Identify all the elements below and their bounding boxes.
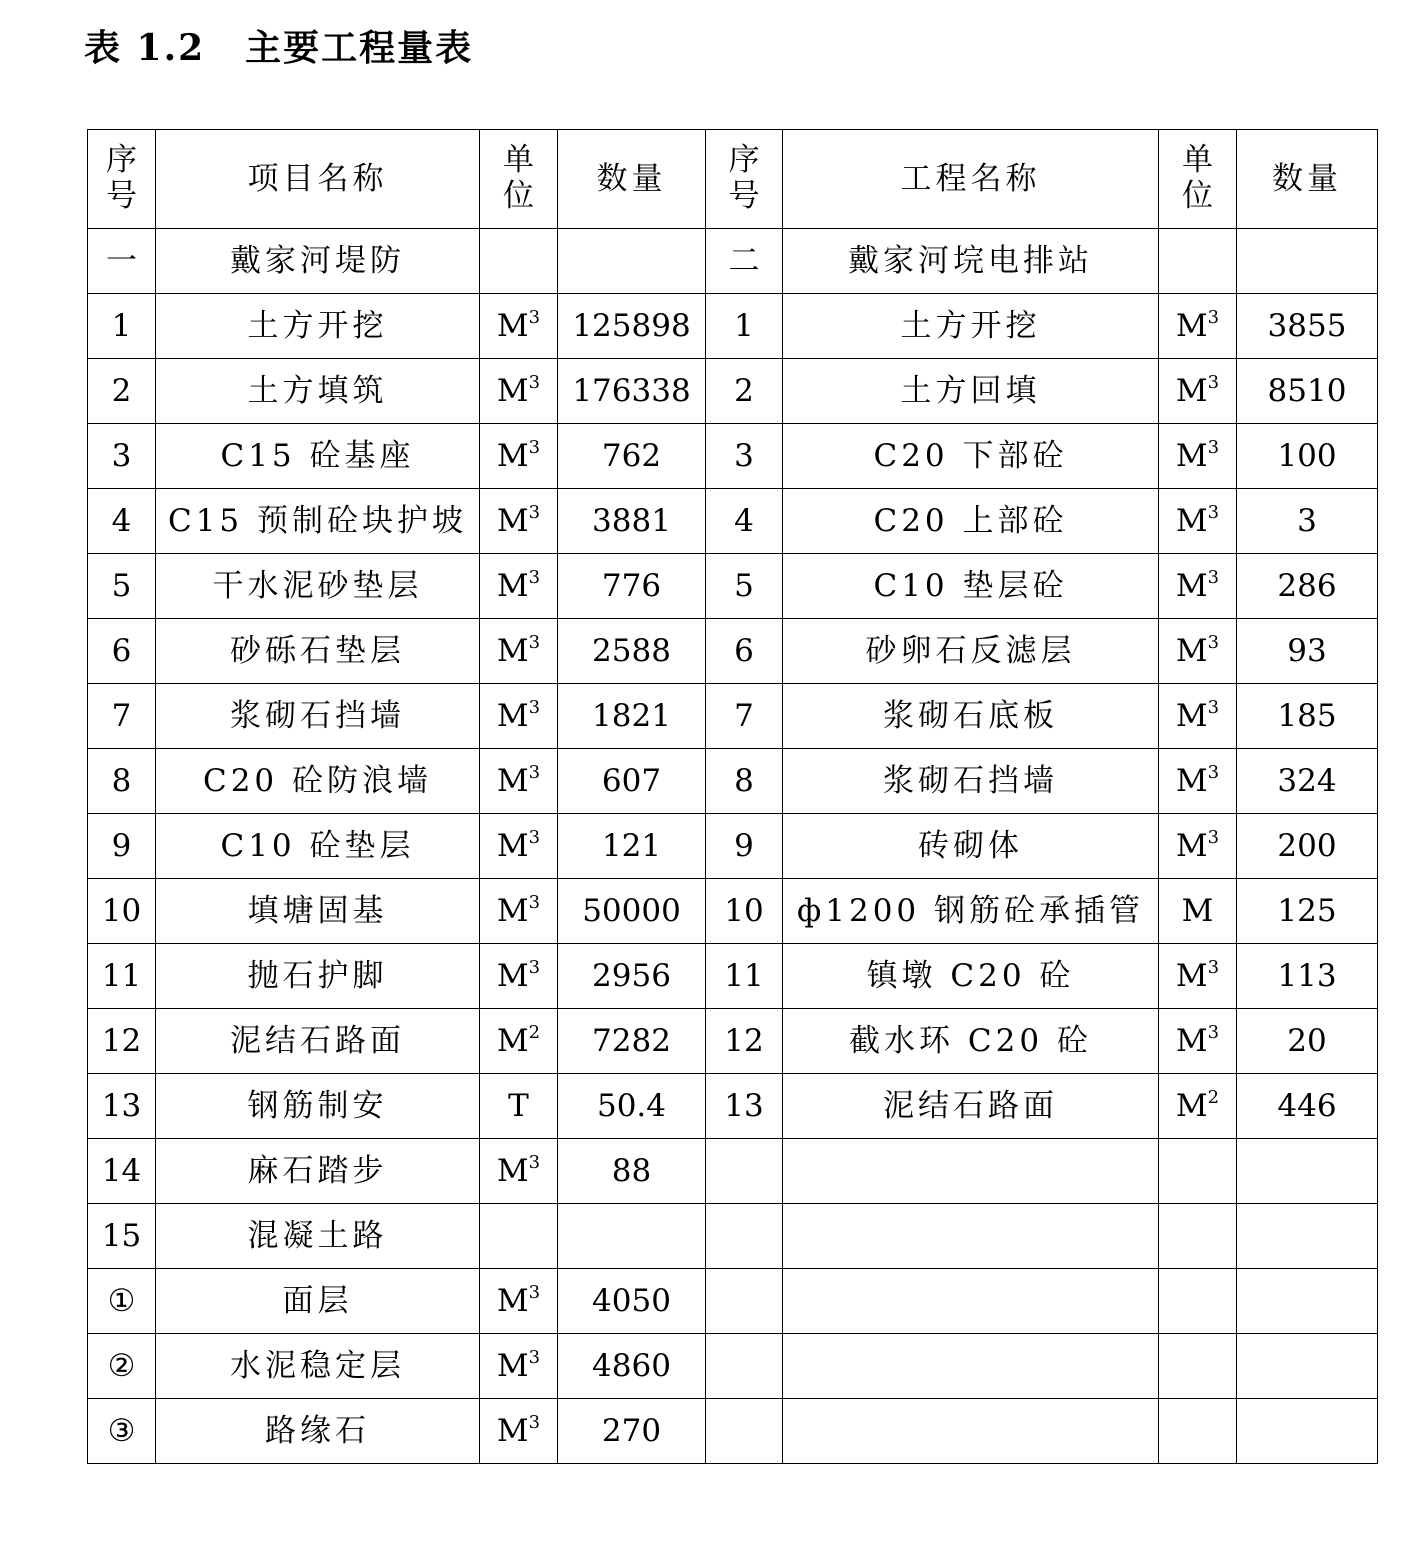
table-row <box>88 1139 1378 1204</box>
unit-symbol: M <box>1175 1022 1208 1059</box>
cell-item-name: C10 砼垫层 <box>156 814 480 879</box>
unit-exponent: 3 <box>1207 371 1220 393</box>
unit-exponent: 3 <box>528 1151 541 1173</box>
table-row <box>88 1399 1378 1464</box>
cell-seq-left: 5 <box>88 554 156 619</box>
table-body <box>88 130 1378 1464</box>
cell-seq-right: 13 <box>706 1074 783 1139</box>
cell-seq-left: 13 <box>88 1074 156 1139</box>
cell-seq-left: 3 <box>88 424 156 489</box>
cell-quantity-right <box>1237 229 1378 294</box>
cell-unit-right <box>1159 1399 1237 1464</box>
unit-exponent: 3 <box>1207 761 1220 783</box>
unit-exponent: 3 <box>528 371 541 393</box>
cell-project-name: 土方开挖 <box>783 294 1159 359</box>
cell-seq-right: 3 <box>706 424 783 489</box>
table-row <box>88 684 1378 749</box>
cell-project-name: 镇墩 C20 砼 <box>783 944 1159 1009</box>
header-seq-right: 序 号 <box>706 130 783 229</box>
table-row <box>88 619 1378 684</box>
header-quantity-right: 数量 <box>1237 130 1378 229</box>
cell-seq-left: ② <box>88 1334 156 1399</box>
cell-quantity-left: 2956 <box>558 944 706 1009</box>
unit-symbol: M <box>496 1282 529 1319</box>
cell-unit-right <box>1159 424 1237 489</box>
unit-exponent: 3 <box>1207 436 1220 458</box>
cell-unit-left <box>480 1139 558 1204</box>
table-caption: 主要工程量表 <box>245 27 474 69</box>
unit-exponent: 3 <box>528 1281 541 1303</box>
header-item-name: 项目名称 <box>156 130 480 229</box>
cell-item-name: 填塘固基 <box>156 879 480 944</box>
unit-symbol: M <box>496 1412 529 1449</box>
engineering-quantity-table <box>87 129 1378 1464</box>
cell-quantity-left: 3881 <box>558 489 706 554</box>
cell-item-name: 戴家河堤防 <box>156 229 480 294</box>
cell-unit-right <box>1159 684 1237 749</box>
cell-project-name: 戴家河垸电排站 <box>783 229 1159 294</box>
table-row <box>88 424 1378 489</box>
unit-exponent: 3 <box>528 1346 541 1368</box>
unit-symbol: M <box>1175 372 1208 409</box>
header-project-name: 工程名称 <box>783 130 1159 229</box>
cell-item-name: C20 砼防浪墙 <box>156 749 480 814</box>
unit-exponent: 3 <box>528 501 541 523</box>
cell-seq-left: ① <box>88 1269 156 1334</box>
cell-seq-right: 12 <box>706 1009 783 1074</box>
table-row <box>88 359 1378 424</box>
unit-symbol: M <box>496 437 529 474</box>
cell-project-name: 浆砌石底板 <box>783 684 1159 749</box>
unit-symbol: M <box>1175 697 1208 734</box>
cell-unit-left <box>480 879 558 944</box>
cell-seq-right: 二 <box>706 229 783 294</box>
unit-symbol: M <box>496 632 529 669</box>
cell-item-name: 土方填筑 <box>156 359 480 424</box>
unit-symbol: M <box>1175 632 1208 669</box>
cell-unit-left <box>480 1269 558 1334</box>
cell-item-name: 砂砾石垫层 <box>156 619 480 684</box>
cell-unit-right <box>1159 1074 1237 1139</box>
cell-quantity-right: 93 <box>1237 619 1378 684</box>
unit-symbol: M <box>1181 892 1214 929</box>
cell-quantity-right: 185 <box>1237 684 1378 749</box>
unit-exponent: 3 <box>1207 501 1220 523</box>
cell-quantity-left: 270 <box>558 1399 706 1464</box>
cell-quantity-right <box>1237 1334 1378 1399</box>
table-row <box>88 814 1378 879</box>
unit-symbol: M <box>496 372 529 409</box>
cell-quantity-right: 8510 <box>1237 359 1378 424</box>
unit-exponent: 3 <box>1207 566 1220 588</box>
table-row <box>88 1334 1378 1399</box>
cell-item-name: 钢筋制安 <box>156 1074 480 1139</box>
table-row <box>88 489 1378 554</box>
cell-unit-left <box>480 1334 558 1399</box>
unit-exponent: 3 <box>528 956 541 978</box>
cell-unit-left <box>480 229 558 294</box>
unit-symbol: M <box>1175 827 1208 864</box>
cell-project-name: 浆砌石挡墙 <box>783 749 1159 814</box>
cell-item-name: 麻石踏步 <box>156 1139 480 1204</box>
cell-project-name <box>783 1399 1159 1464</box>
cell-item-name: C15 预制砼块护坡 <box>156 489 480 554</box>
unit-symbol: M <box>496 1152 529 1189</box>
unit-symbol: M <box>496 567 529 604</box>
cell-quantity-left: 4050 <box>558 1269 706 1334</box>
cell-quantity-left <box>558 1204 706 1269</box>
unit-symbol: M <box>496 762 529 799</box>
cell-quantity-right <box>1237 1204 1378 1269</box>
cell-quantity-left: 1821 <box>558 684 706 749</box>
cell-unit-right <box>1159 294 1237 359</box>
cell-project-name <box>783 1334 1159 1399</box>
unit-symbol: M <box>1175 307 1208 344</box>
cell-seq-left: 8 <box>88 749 156 814</box>
cell-seq-left: ③ <box>88 1399 156 1464</box>
cell-project-name: 砂卵石反滤层 <box>783 619 1159 684</box>
header-quantity-left: 数量 <box>558 130 706 229</box>
cell-item-name: 土方开挖 <box>156 294 480 359</box>
cell-unit-right <box>1159 1269 1237 1334</box>
cell-unit-left <box>480 1009 558 1074</box>
unit-exponent: 3 <box>1207 696 1220 718</box>
unit-symbol: M <box>496 697 529 734</box>
cell-seq-left: 1 <box>88 294 156 359</box>
cell-quantity-left: 762 <box>558 424 706 489</box>
unit-exponent: 3 <box>528 631 541 653</box>
unit-exponent: 3 <box>1207 956 1220 978</box>
unit-symbol: T <box>508 1087 529 1124</box>
cell-unit-left <box>480 1399 558 1464</box>
cell-unit-right <box>1159 879 1237 944</box>
cell-unit-right <box>1159 1204 1237 1269</box>
cell-project-name: 土方回填 <box>783 359 1159 424</box>
cell-seq-left: 9 <box>88 814 156 879</box>
unit-exponent: 3 <box>1207 306 1220 328</box>
cell-unit-right <box>1159 489 1237 554</box>
cell-seq-left: 一 <box>88 229 156 294</box>
cell-seq-right <box>706 1204 783 1269</box>
cell-seq-right: 4 <box>706 489 783 554</box>
cell-quantity-left: 7282 <box>558 1009 706 1074</box>
table-row <box>88 1204 1378 1269</box>
unit-exponent: 3 <box>528 306 541 328</box>
cell-seq-right: 9 <box>706 814 783 879</box>
cell-quantity-right: 125 <box>1237 879 1378 944</box>
cell-unit-right <box>1159 944 1237 1009</box>
table-row <box>88 229 1378 294</box>
cell-project-name: C20 下部砼 <box>783 424 1159 489</box>
cell-quantity-right: 446 <box>1237 1074 1378 1139</box>
cell-unit-right <box>1159 1334 1237 1399</box>
cell-item-name: 路缘石 <box>156 1399 480 1464</box>
cell-project-name: 截水环 C20 砼 <box>783 1009 1159 1074</box>
cell-unit-left <box>480 814 558 879</box>
cell-project-name: 砖砌体 <box>783 814 1159 879</box>
unit-symbol: M <box>496 1022 529 1059</box>
cell-unit-right <box>1159 619 1237 684</box>
cell-quantity-right: 3855 <box>1237 294 1378 359</box>
cell-seq-right: 5 <box>706 554 783 619</box>
unit-symbol: M <box>1175 957 1208 994</box>
cell-item-name: 浆砌石挡墙 <box>156 684 480 749</box>
cell-quantity-left: 607 <box>558 749 706 814</box>
cell-unit-left <box>480 944 558 1009</box>
cell-seq-left: 7 <box>88 684 156 749</box>
unit-exponent: 3 <box>528 761 541 783</box>
cell-quantity-right: 20 <box>1237 1009 1378 1074</box>
cell-quantity-left: 4860 <box>558 1334 706 1399</box>
cell-quantity-left: 776 <box>558 554 706 619</box>
cell-quantity-right: 100 <box>1237 424 1378 489</box>
cell-item-name: 干水泥砂垫层 <box>156 554 480 619</box>
header-seq-left: 序 号 <box>88 130 156 229</box>
cell-item-name: 面层 <box>156 1269 480 1334</box>
table-row <box>88 749 1378 814</box>
cell-seq-left: 11 <box>88 944 156 1009</box>
cell-seq-right: 8 <box>706 749 783 814</box>
cell-seq-right: 2 <box>706 359 783 424</box>
cell-seq-right: 1 <box>706 294 783 359</box>
cell-project-name <box>783 1269 1159 1334</box>
cell-quantity-right <box>1237 1399 1378 1464</box>
unit-exponent: 3 <box>1207 826 1220 848</box>
cell-item-name: 泥结石路面 <box>156 1009 480 1074</box>
cell-quantity-left <box>558 229 706 294</box>
header-row <box>88 130 1378 229</box>
cell-unit-right <box>1159 554 1237 619</box>
unit-exponent: 3 <box>528 891 541 913</box>
cell-project-name: 泥结石路面 <box>783 1074 1159 1139</box>
cell-unit-right <box>1159 749 1237 814</box>
cell-seq-left: 15 <box>88 1204 156 1269</box>
cell-quantity-right <box>1237 1139 1378 1204</box>
table-row <box>88 1269 1378 1334</box>
cell-quantity-left: 2588 <box>558 619 706 684</box>
unit-exponent: 3 <box>528 436 541 458</box>
cell-unit-left <box>480 1074 558 1139</box>
table-row <box>88 294 1378 359</box>
cell-seq-left: 2 <box>88 359 156 424</box>
table-title <box>84 20 473 71</box>
cell-unit-left <box>480 619 558 684</box>
cell-item-name: 水泥稳定层 <box>156 1334 480 1399</box>
table-row <box>88 1009 1378 1074</box>
table-row <box>88 554 1378 619</box>
cell-quantity-right: 286 <box>1237 554 1378 619</box>
cell-seq-right: 10 <box>706 879 783 944</box>
cell-seq-left: 4 <box>88 489 156 554</box>
cell-quantity-left: 121 <box>558 814 706 879</box>
cell-seq-right <box>706 1139 783 1204</box>
cell-unit-right <box>1159 229 1237 294</box>
cell-seq-right <box>706 1269 783 1334</box>
cell-item-name: 混凝土路 <box>156 1204 480 1269</box>
cell-seq-left: 10 <box>88 879 156 944</box>
table-number: 表 1.2 <box>84 27 206 69</box>
unit-symbol: M <box>496 827 529 864</box>
unit-symbol: M <box>496 1347 529 1384</box>
unit-symbol: M <box>496 502 529 539</box>
cell-project-name: C20 上部砼 <box>783 489 1159 554</box>
cell-unit-left <box>480 424 558 489</box>
unit-exponent: 3 <box>1207 1021 1220 1043</box>
cell-item-name: 抛石护脚 <box>156 944 480 1009</box>
cell-unit-right <box>1159 1009 1237 1074</box>
cell-project-name: ф1200 钢筋砼承插管 <box>783 879 1159 944</box>
table-row <box>88 944 1378 1009</box>
cell-unit-right <box>1159 814 1237 879</box>
cell-seq-right <box>706 1334 783 1399</box>
cell-seq-left: 14 <box>88 1139 156 1204</box>
cell-unit-right <box>1159 359 1237 424</box>
cell-unit-left <box>480 554 558 619</box>
cell-quantity-right <box>1237 1269 1378 1334</box>
cell-unit-left <box>480 294 558 359</box>
cell-project-name <box>783 1204 1159 1269</box>
cell-seq-right <box>706 1399 783 1464</box>
cell-project-name: C10 垫层砼 <box>783 554 1159 619</box>
unit-symbol: M <box>1175 437 1208 474</box>
cell-unit-left <box>480 1204 558 1269</box>
unit-symbol: M <box>1175 567 1208 604</box>
header-unit-right: 单 位 <box>1159 130 1237 229</box>
cell-quantity-right: 324 <box>1237 749 1378 814</box>
unit-symbol: M <box>496 892 529 929</box>
table-row <box>88 879 1378 944</box>
cell-seq-right: 11 <box>706 944 783 1009</box>
cell-quantity-left: 125898 <box>558 294 706 359</box>
cell-unit-left <box>480 684 558 749</box>
cell-seq-left: 12 <box>88 1009 156 1074</box>
cell-unit-left <box>480 359 558 424</box>
cell-unit-left <box>480 489 558 554</box>
cell-quantity-left: 50000 <box>558 879 706 944</box>
cell-seq-left: 6 <box>88 619 156 684</box>
cell-quantity-right: 113 <box>1237 944 1378 1009</box>
table-row <box>88 1074 1378 1139</box>
unit-symbol: M <box>1175 1087 1208 1124</box>
unit-exponent: 3 <box>528 1411 541 1433</box>
cell-seq-right: 7 <box>706 684 783 749</box>
cell-quantity-left: 50.4 <box>558 1074 706 1139</box>
cell-quantity-right: 3 <box>1237 489 1378 554</box>
unit-exponent: 3 <box>1207 631 1220 653</box>
cell-quantity-left: 176338 <box>558 359 706 424</box>
unit-exponent: 3 <box>528 826 541 848</box>
cell-item-name: C15 砼基座 <box>156 424 480 489</box>
cell-unit-left <box>480 749 558 814</box>
unit-exponent: 3 <box>528 696 541 718</box>
unit-symbol: M <box>1175 762 1208 799</box>
unit-symbol: M <box>496 957 529 994</box>
cell-quantity-right: 200 <box>1237 814 1378 879</box>
unit-symbol: M <box>496 307 529 344</box>
cell-quantity-left: 88 <box>558 1139 706 1204</box>
unit-symbol: M <box>1175 502 1208 539</box>
header-unit-left: 单 位 <box>480 130 558 229</box>
unit-exponent: 2 <box>1207 1086 1220 1108</box>
cell-seq-right: 6 <box>706 619 783 684</box>
unit-exponent: 3 <box>528 566 541 588</box>
cell-unit-right <box>1159 1139 1237 1204</box>
cell-project-name <box>783 1139 1159 1204</box>
unit-exponent: 2 <box>528 1021 541 1043</box>
